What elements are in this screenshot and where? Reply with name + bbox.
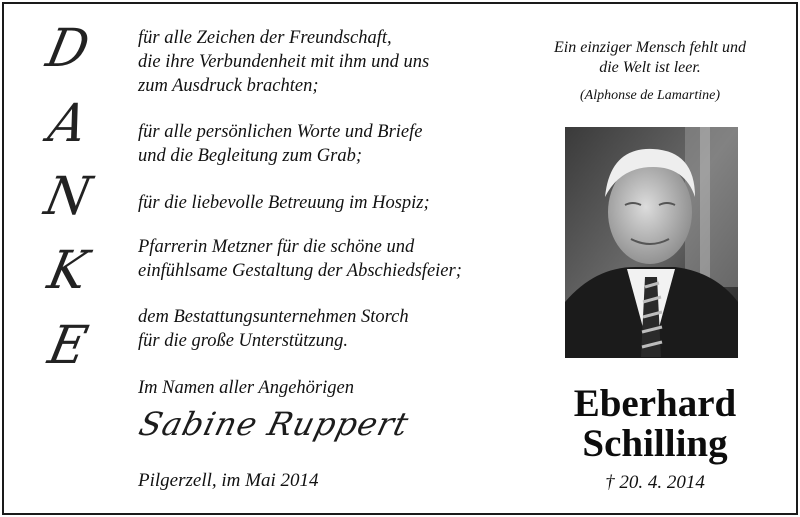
signature: Sabine Ruppert: [135, 405, 413, 443]
death-date: † 20. 4. 2014: [605, 472, 705, 493]
deceased-last-name: Schilling: [582, 422, 728, 465]
danke-letter-d: D: [41, 17, 95, 79]
danke-letter-e: E: [43, 314, 93, 376]
thanks-paragraph-hospice: für die liebevolle Betreuung im Hospiz;: [138, 193, 430, 213]
place-date: Pilgerzell, im Mai 2014: [138, 470, 319, 491]
thanks-paragraph-pastor: Pfarrerin Metzner für die schöne und einfühlsame Gestaltung der Abschiedsfeier;: [138, 237, 462, 281]
thanks-paragraph-letters: für alle persönlichen Worte und Briefe und die Begleitung zum Grab;: [138, 122, 423, 166]
thanks-paragraph-undertaker: dem Bestattungsunternehmen Storch für die große Unterstützung.: [138, 307, 409, 351]
quote-author: (Alphonse de Lamartine): [580, 88, 720, 103]
portrait-illustration: [565, 127, 738, 358]
danke-letter-n: N: [39, 165, 97, 227]
danke-letter-a: A: [43, 92, 93, 154]
deceased-first-name: Eberhard: [573, 382, 737, 425]
portrait-photo: [565, 127, 738, 358]
danke-letter-k: K: [42, 239, 94, 301]
thanks-paragraph-friendship: für alle Zeichen der Freundschaft, die ihre Verbundenheit mit ihm und uns zum Ausdruck brachten;: [138, 28, 430, 96]
closing-line: Im Namen aller Angehörigen: [138, 378, 354, 398]
quote-text: Ein einziger Mensch fehlt und die Welt ist leer.: [554, 39, 746, 76]
